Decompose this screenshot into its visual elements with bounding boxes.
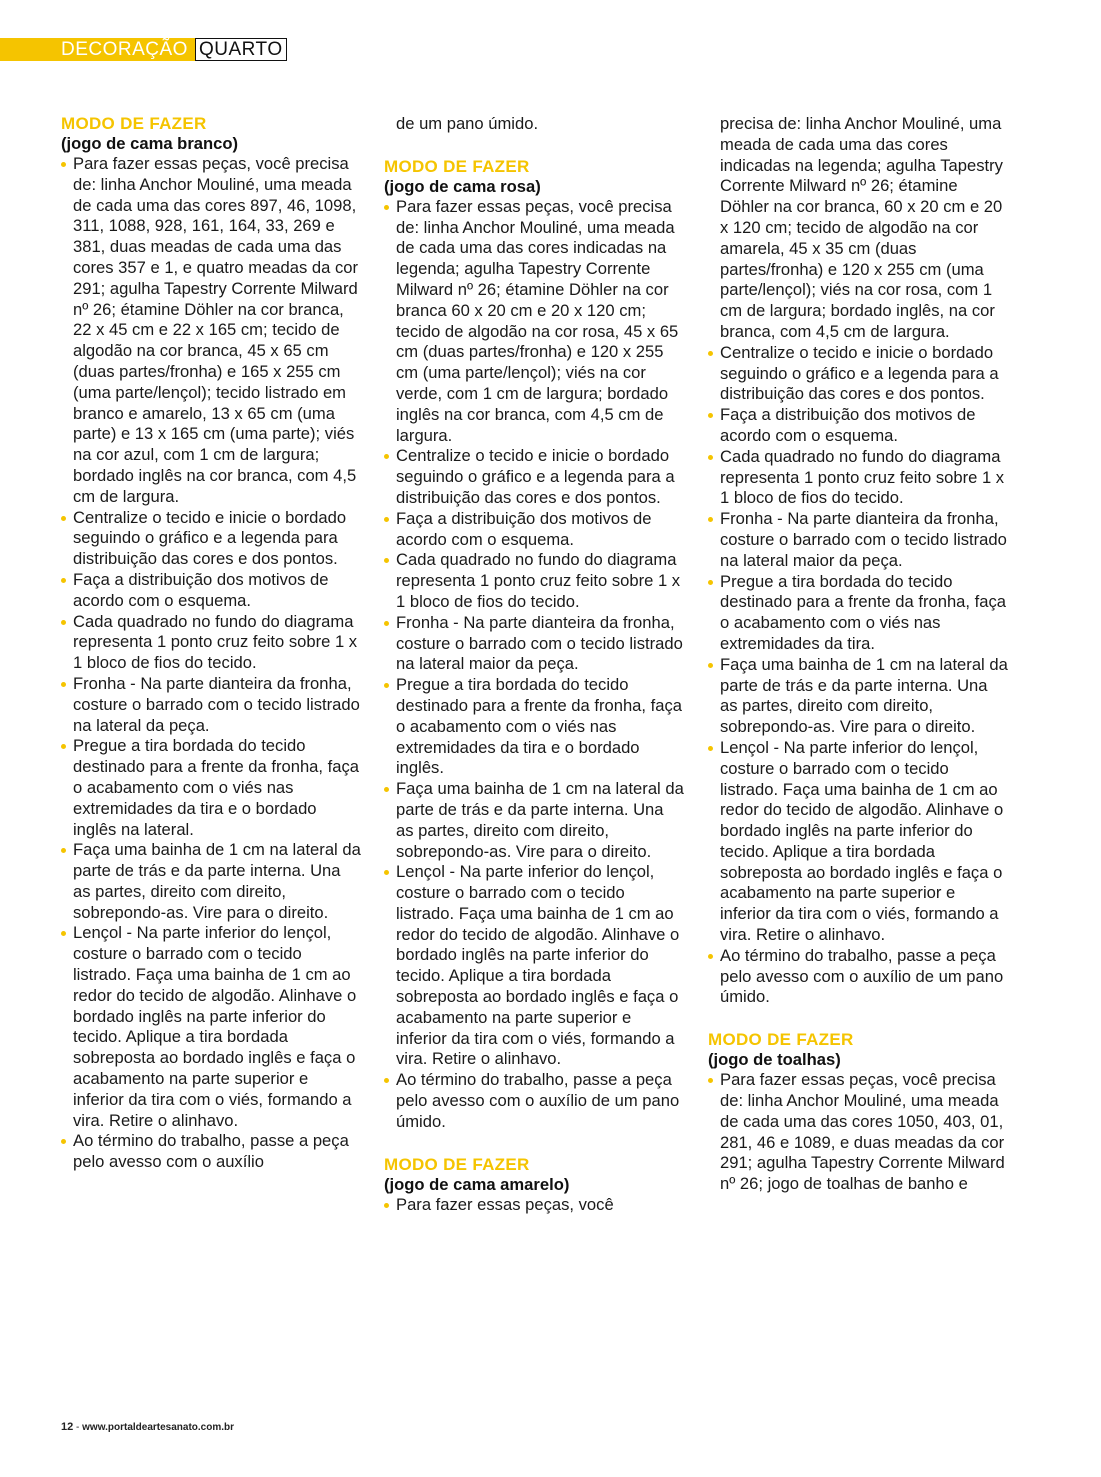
header-section-label: DECORAÇÃO xyxy=(61,39,188,60)
step-item: Cada quadrado no fundo do diagrama representa 1 ponto cruz feito sobre 1 x 1 bloco de fios do tecido. xyxy=(61,612,361,674)
footer-separator: - xyxy=(73,1422,83,1433)
step-item: Faça uma bainha de 1 cm na lateral da parte de trás e da parte interna. Una as partes, direito com direito, sobrepondo-as. Vire para o direito. xyxy=(384,779,684,862)
step-item: Lençol - Na parte inferior do lençol, costure o barrado com o tecido listrado. Faça uma bainha de 1 cm ao redor do tecido de algodão. Alinhave o bordado inglês na parte inferior do tecido. Aplique a tira bordada sobreposta ao bordado inglês e faça o acabamento na parte superior e inferior da tira com o viés, formando a vira. Retire o alinhavo. xyxy=(384,862,684,1070)
page-footer xyxy=(61,1421,234,1433)
step-item: Cada quadrado no fundo do diagrama representa 1 ponto cruz feito sobre 1 x 1 bloco de fios do tecido. xyxy=(708,447,1008,509)
step-item: Para fazer essas peças, você precisa de: linha Anchor Mouliné, uma meada de cada uma das cores indicadas na legenda; agulha Tapestry Corrente Milward nº 26; étamine Döhler na cor branca 60 x 20 cm e 20 x 120 cm; tecido de algodão na cor rosa, 45 x 65 cm (duas partes/fronha) e 120 x 255 cm (uma parte/lençol); viés na cor verde, com 1 cm de largura; bordado inglês na cor branca, com 4,5 cm de largura. xyxy=(384,197,684,447)
step-item: Para fazer essas peças, você precisa de: linha Anchor Mouliné, uma meada de cada uma das cores 1050, 403, 01, 281, 46 e 1089, e duas meadas da cor 291; agulha Tapestry Corrente Milward nº 26; jogo de toalhas de banho e xyxy=(708,1070,1008,1195)
section-title: MODO DE FAZER xyxy=(384,156,530,176)
header-topic-label: QUARTO xyxy=(195,38,287,61)
step-item: Cada quadrado no fundo do diagrama representa 1 ponto cruz feito sobre 1 x 1 bloco de fios do tecido. xyxy=(384,550,684,612)
step-item: Faça a distribuição dos motivos de acordo com o esquema. xyxy=(708,405,1008,447)
step-item: Lençol - Na parte inferior do lençol, costure o barrado com o tecido listrado. Faça uma bainha de 1 cm ao redor do tecido de algodão. Alinhave o bordado inglês na parte inferior do tecido. Aplique a tira bordada sobreposta ao bordado inglês e faça o acabamento na parte superior e inferior da tira com o viés, formando a vira. Retire o alinhavo. xyxy=(708,738,1008,946)
step-item: Centralize o tecido e inicie o bordado seguindo o gráfico e a legenda para distribuição das cores e dos pontos. xyxy=(61,508,361,570)
step-item: Ao término do trabalho, passe a peça pelo avesso com o auxílio de um pano úmido. xyxy=(384,1070,684,1132)
steps-list xyxy=(384,1195,684,1216)
step-item: Faça uma bainha de 1 cm na lateral da parte de trás e da parte interna. Una as partes, direito com direito, sobrepondo-as. Vire para o direito. xyxy=(61,840,361,923)
section-subtitle: (jogo de cama branco) xyxy=(61,134,239,153)
step-item: Ao término do trabalho, passe a peça pelo avesso com o auxílio xyxy=(61,1131,361,1173)
step-item: Pregue a tira bordada do tecido destinado para a frente da fronha, faça o acabamento com o viés nas extremidades da tira. xyxy=(708,572,1008,655)
section-jogo-cama-rosa xyxy=(384,157,684,1133)
step-item: Ao término do trabalho, passe a peça pelo avesso com o auxílio de um pano úmido. xyxy=(708,946,1008,1008)
steps-list xyxy=(384,197,684,1133)
step-item: Faça a distribuição dos motivos de acordo com o esquema. xyxy=(61,570,361,612)
section-subtitle: (jogo de toalhas) xyxy=(708,1050,841,1070)
section-jogo-cama-branco xyxy=(61,114,361,1173)
section-subtitle: (jogo de cama amarelo) xyxy=(384,1174,570,1194)
footer-url-link[interactable]: www.portaldeartesanato.com.br xyxy=(82,1422,235,1433)
step-item: Faça a distribuição dos motivos de acordo com o esquema. xyxy=(384,509,684,551)
step-item: Fronha - Na parte dianteira da fronha, costure o barrado com o tecido listrado na lateral maior da peça. xyxy=(708,509,1008,571)
continued-text: precisa de: linha Anchor Mouliné, uma meada de cada uma das cores indicadas na legenda; agulha Tapestry Corrente Milward nº 26; étamine Döhler na cor branca, 60 x 20 cm e 20 x 120 cm; tecido de algodão na cor amarela, 45 x 35 cm (duas partes/fronha) e 120 x 255 cm (uma parte/lençol); viés na cor rosa, com 1 cm de largura; bordado inglês, na cor branca, com 4,5 cm de largura. xyxy=(720,114,1003,341)
page-number: 12 xyxy=(61,1421,74,1433)
step-item: Pregue a tira bordada do tecido destinado para a frente da fronha, faça o acabamento com o viés nas extremidades da tira e o bordado inglês na lateral. xyxy=(61,736,361,840)
steps-list xyxy=(708,1070,1008,1195)
step-item: Para fazer essas peças, você xyxy=(384,1195,684,1216)
section-title: MODO DE FAZER xyxy=(384,1154,530,1174)
column-2 xyxy=(384,114,684,1237)
step-item: Para fazer essas peças, você precisa de: linha Anchor Mouliné, uma meada de cada uma das cores 897, 46, 1098, 311, 1088, 928, 161, 164, 33, 269 e 381, duas meadas de cada uma das cores 357 e 1, e quatro meadas da cor 291; agulha Tapestry Corrente Milward nº 26; étamine Döhler na cor branca, 22 x 45 cm e 22 x 165 cm; tecido de algodão na cor branca, 45 x 65 cm (duas partes/fronha) e 165 x 255 cm (uma parte/lençol); tecido listrado em branco e amarelo, 13 x 65 cm (uma parte) e 13 x 165 cm (uma parte); viés na cor azul, com 1 cm de largura; bordado inglês na cor branca, com 4,5 cm de largura. xyxy=(61,154,361,508)
step-item: Centralize o tecido e inicie o bordado seguindo o gráfico e a legenda para a distribuição das cores e dos pontos. xyxy=(384,446,684,508)
steps-list xyxy=(61,154,361,1173)
step-item: Lençol - Na parte inferior do lençol, costure o barrado com o tecido listrado. Faça uma bainha de 1 cm ao redor do tecido de algodão. Alinhave o bordado inglês na parte inferior do tecido. Aplique a tira bordada sobreposta ao bordado inglês e faça o acabamento na parte superior e inferior da tira com o viés, formando a vira. Retire o alinhavo. xyxy=(61,923,361,1131)
step-item: Fronha - Na parte dianteira da fronha, costure o barrado com o tecido listrado na lateral maior da peça. xyxy=(384,613,684,675)
section-jogo-cama-amarelo-continued xyxy=(708,114,1008,1008)
column-1 xyxy=(61,114,361,1195)
step-item: Fronha - Na parte dianteira da fronha, costure o barrado com o tecido listrado na lateral da peça. xyxy=(61,674,361,736)
continued-text: de um pano úmido. xyxy=(396,114,539,133)
section-jogo-cama-amarelo xyxy=(384,1155,684,1216)
step-item: Faça uma bainha de 1 cm na lateral da parte de trás e da parte interna. Una as partes, direito com direito, sobrepondo-as. Vire para o direito. xyxy=(708,655,1008,738)
step-item: Centralize o tecido e inicie o bordado seguindo o gráfico e a legenda para a distribuição das cores e dos pontos. xyxy=(708,343,1008,405)
section-jogo-toalhas xyxy=(708,1030,1008,1195)
step-item: Pregue a tira bordada do tecido destinado para a frente da fronha, faça o acabamento com o viés nas extremidades da tira e o bordado inglês. xyxy=(384,675,684,779)
column-3 xyxy=(708,114,1008,1217)
section-subtitle: (jogo de cama rosa) xyxy=(384,176,541,196)
steps-list xyxy=(708,343,1008,1009)
section-title: MODO DE FAZER xyxy=(61,114,207,133)
section-title: MODO DE FAZER xyxy=(708,1030,854,1050)
